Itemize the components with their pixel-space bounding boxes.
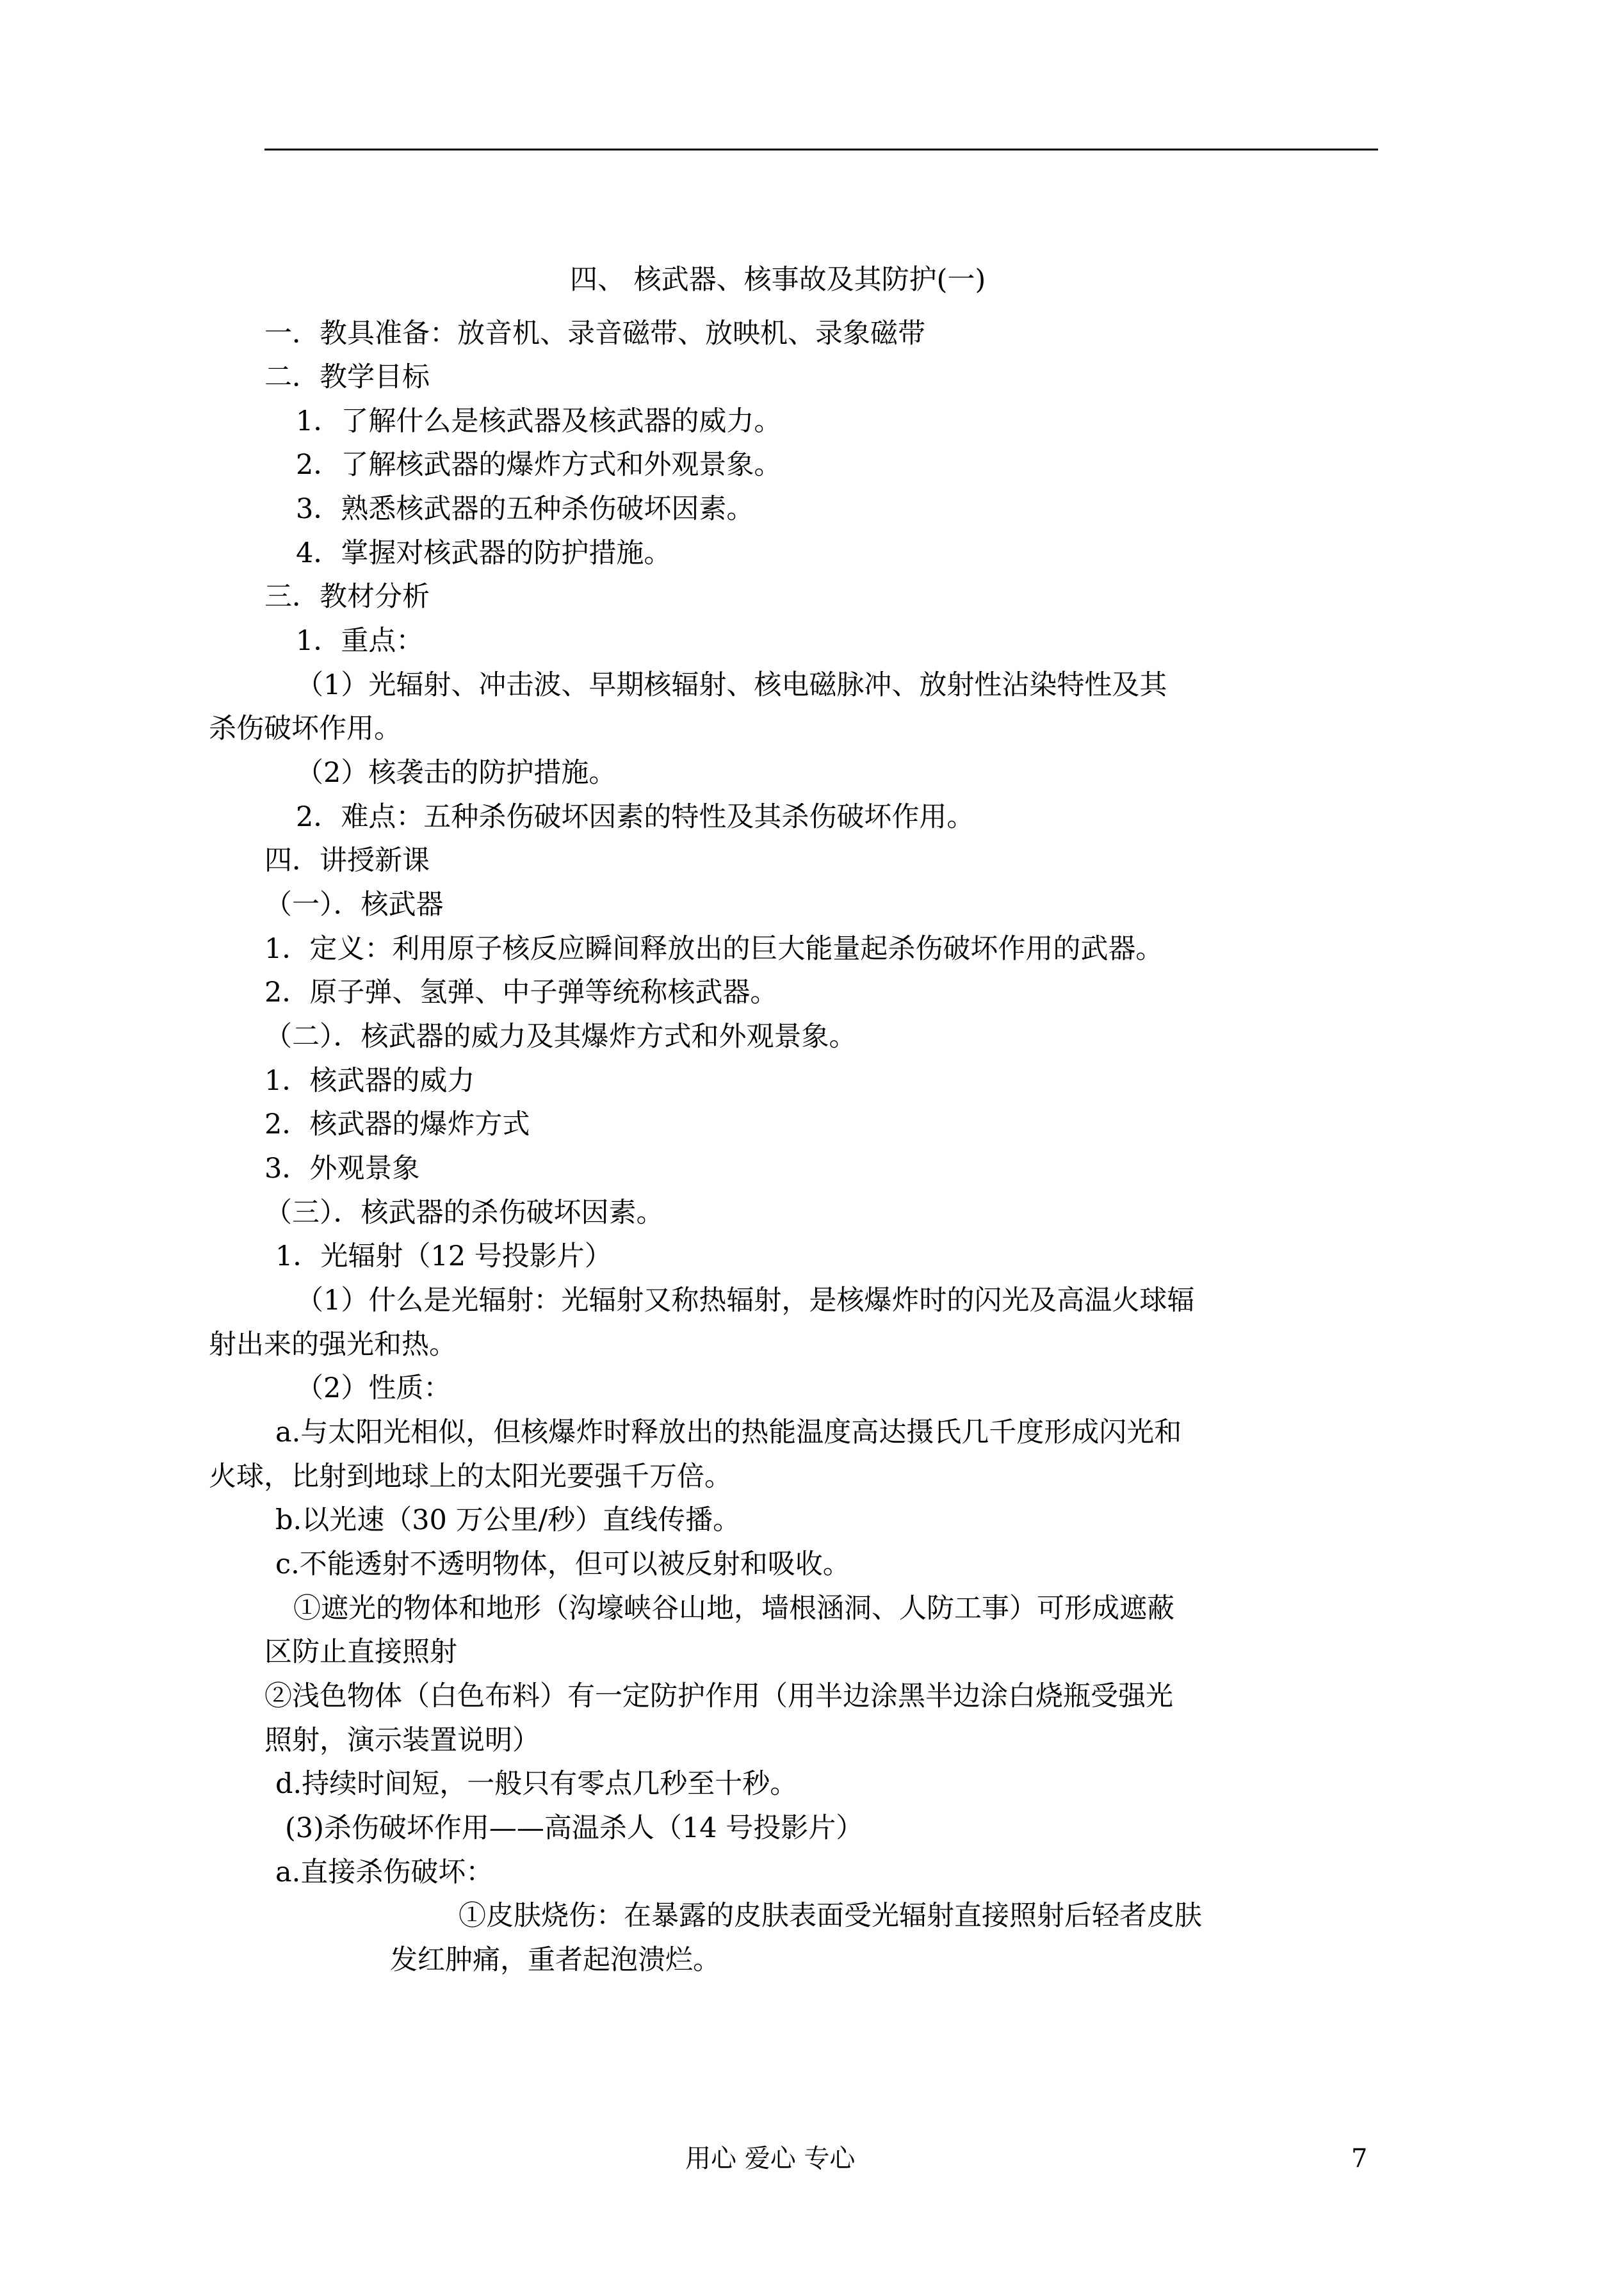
text-line: 1．重点：	[296, 625, 424, 657]
text-line: 杀伤破坏作用。	[209, 713, 402, 745]
text-line: 3．外观景象	[264, 1153, 420, 1185]
text-line: 3．熟悉核武器的五种杀伤破坏因素。	[296, 493, 754, 525]
text-line: ②浅色物体（白色布料）有一定防护作用（用半边涂黑半边涂白烧瓶受强光	[264, 1680, 1173, 1712]
text-line: （2）性质：	[296, 1372, 451, 1404]
text-line: （1）什么是光辐射：光辐射又称热辐射，是核爆炸时的闪光及高温火球辐	[296, 1285, 1195, 1317]
text-line: 一．教具准备：放音机、录音磁带、放映机、录象磁带	[264, 318, 925, 350]
text-line: （二）．核武器的威力及其爆炸方式和外观景象。	[264, 1021, 857, 1053]
text-line: （2）核袭击的防护措施。	[296, 757, 617, 789]
footer-motto: 用心 爱心 专心	[685, 2144, 856, 2173]
page-title: 四、 核武器、核事故及其防护(一)	[570, 264, 986, 296]
text-line: ①遮光的物体和地形（沟壕峡谷山地，墙根涵洞、人防工事）可形成遮蔽	[293, 1593, 1174, 1625]
text-line: （一）．核武器	[264, 889, 444, 921]
text-line: （1）光辐射、冲击波、早期核辐射、核电磁脉冲、放射性沾染特性及其	[296, 669, 1167, 701]
text-line: a.与太阳光相似，但核爆炸时释放出的热能温度高达摄氏几千度形成闪光和	[275, 1416, 1182, 1448]
text-line: 2．核武器的爆炸方式	[264, 1108, 530, 1140]
text-line: ①皮肤烧伤：在暴露的皮肤表面受光辐射直接照射后轻者皮肤	[459, 1900, 1202, 1932]
page-number: 7	[1351, 2144, 1368, 2173]
text-line: 1．核武器的威力	[264, 1065, 475, 1097]
text-line: c.不能透射不透明物体，但可以被反射和吸收。	[275, 1548, 850, 1580]
text-line: 2．原子弹、氢弹、中子弹等统称核武器。	[264, 977, 778, 1009]
text-line: 照射，演示装置说明）	[264, 1724, 540, 1756]
text-line: 区防止直接照射	[264, 1636, 457, 1668]
header-rule	[264, 149, 1378, 150]
text-line: 2．难点：五种杀伤破坏因素的特性及其杀伤破坏作用。	[296, 801, 975, 833]
text-line: 1．光辐射（12 号投影片）	[275, 1240, 612, 1272]
text-line: 二．教学目标	[264, 361, 430, 393]
text-line: 1．了解什么是核武器及核武器的威力。	[296, 405, 782, 437]
text-line: d.持续时间短，一般只有零点几秒至十秒。	[275, 1768, 798, 1800]
text-line: （三）．核武器的杀伤破坏因素。	[264, 1197, 664, 1229]
text-line: 四．讲授新课	[264, 845, 430, 877]
text-line: 火球，比射到地球上的太阳光要强千万倍。	[209, 1461, 732, 1493]
text-line: 1．定义：利用原子核反应瞬间释放出的巨大能量起杀伤破坏作用的武器。	[264, 933, 1164, 965]
text-line: (3)杀伤破坏作用——高温杀人（14 号投影片）	[285, 1812, 864, 1844]
text-line: b.以光速（30 万公里/秒）直线传播。	[275, 1504, 741, 1536]
text-line: 射出来的强光和热。	[209, 1329, 457, 1361]
text-line: 发红肿痛，重者起泡溃烂。	[390, 1944, 720, 1976]
text-line: 4．掌握对核武器的防护措施。	[296, 537, 672, 569]
text-line: 2．了解核武器的爆炸方式和外观景象。	[296, 449, 782, 481]
text-line: a.直接杀伤破坏：	[275, 1856, 494, 1888]
text-line: 三．教材分析	[264, 581, 430, 613]
